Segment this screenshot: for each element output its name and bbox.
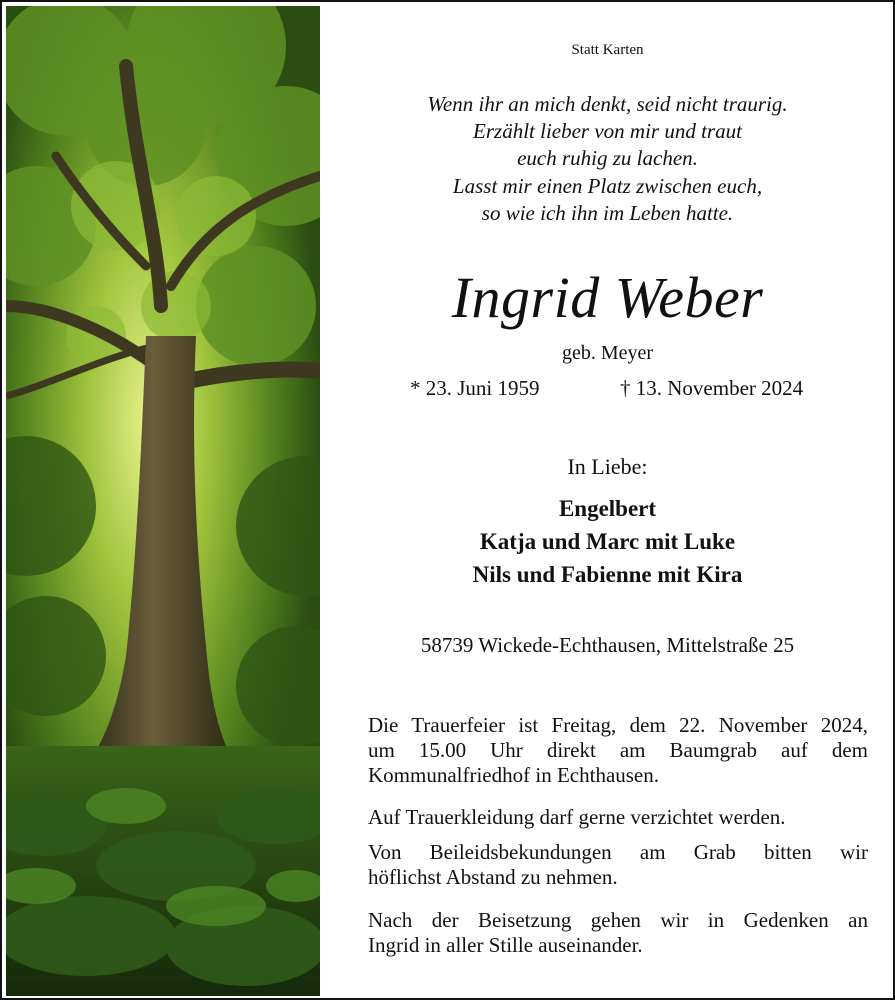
header: Statt Karten [571, 42, 644, 58]
notice-line: Nach der Beisetzung gehen wir in Gedenken an [368, 908, 868, 932]
notice-text [322, 2, 893, 998]
verse [322, 91, 893, 227]
notice-line: Auf Trauerkleidung darf gerne verzichtet werden. [368, 805, 786, 829]
notice-line: Kommunalfriedhof in Echthausen. [368, 763, 660, 787]
birth-name: geb. Meyer [561, 342, 654, 364]
love-label: In Liebe: [567, 454, 648, 479]
notice-line: Ingrid in aller Stille auseinander. [368, 933, 643, 957]
notice-line: um 15.00 Uhr direkt am Baumgrab auf dem [368, 738, 868, 762]
birth-date: * 23. Juni 1959 [410, 376, 540, 400]
mourner: Katja und Marc mit Luke [479, 529, 736, 554]
funeral-notice [368, 713, 868, 788]
mourners [322, 492, 893, 591]
after-notice [368, 908, 868, 958]
tree-photo-icon [6, 6, 320, 996]
death-date: † 13. November 2024 [620, 376, 804, 400]
notice-line: Die Trauerfeier ist Freitag, dem 22. November 2024, [368, 713, 868, 737]
mourner: Engelbert [558, 496, 657, 521]
deceased-name: Ingrid Weber [451, 265, 764, 330]
notice-line: höflichst Abstand zu nehmen. [368, 865, 618, 889]
address: 58739 Wickede-Echthausen, Mittelstraße 25 [420, 633, 795, 657]
tree-photo [6, 6, 320, 996]
notice-line: Von Beileidsbekundungen am Grab bitten wir [368, 840, 868, 864]
verse-line: Wenn ihr an mich denkt, seid nicht traurig. [427, 92, 788, 116]
mourner: Nils und Fabienne mit Kira [472, 562, 743, 587]
verse-line: euch ruhig zu lachen. [517, 146, 698, 171]
verse-line: Lasst mir einen Platz zwischen euch, [452, 173, 763, 198]
verse-line: so wie ich ihn im Leben hatte. [481, 200, 734, 225]
clothing-notice [368, 805, 868, 830]
verse-line: Erzählt lieber von mir und traut [473, 119, 742, 144]
condolences-notice [368, 840, 868, 890]
